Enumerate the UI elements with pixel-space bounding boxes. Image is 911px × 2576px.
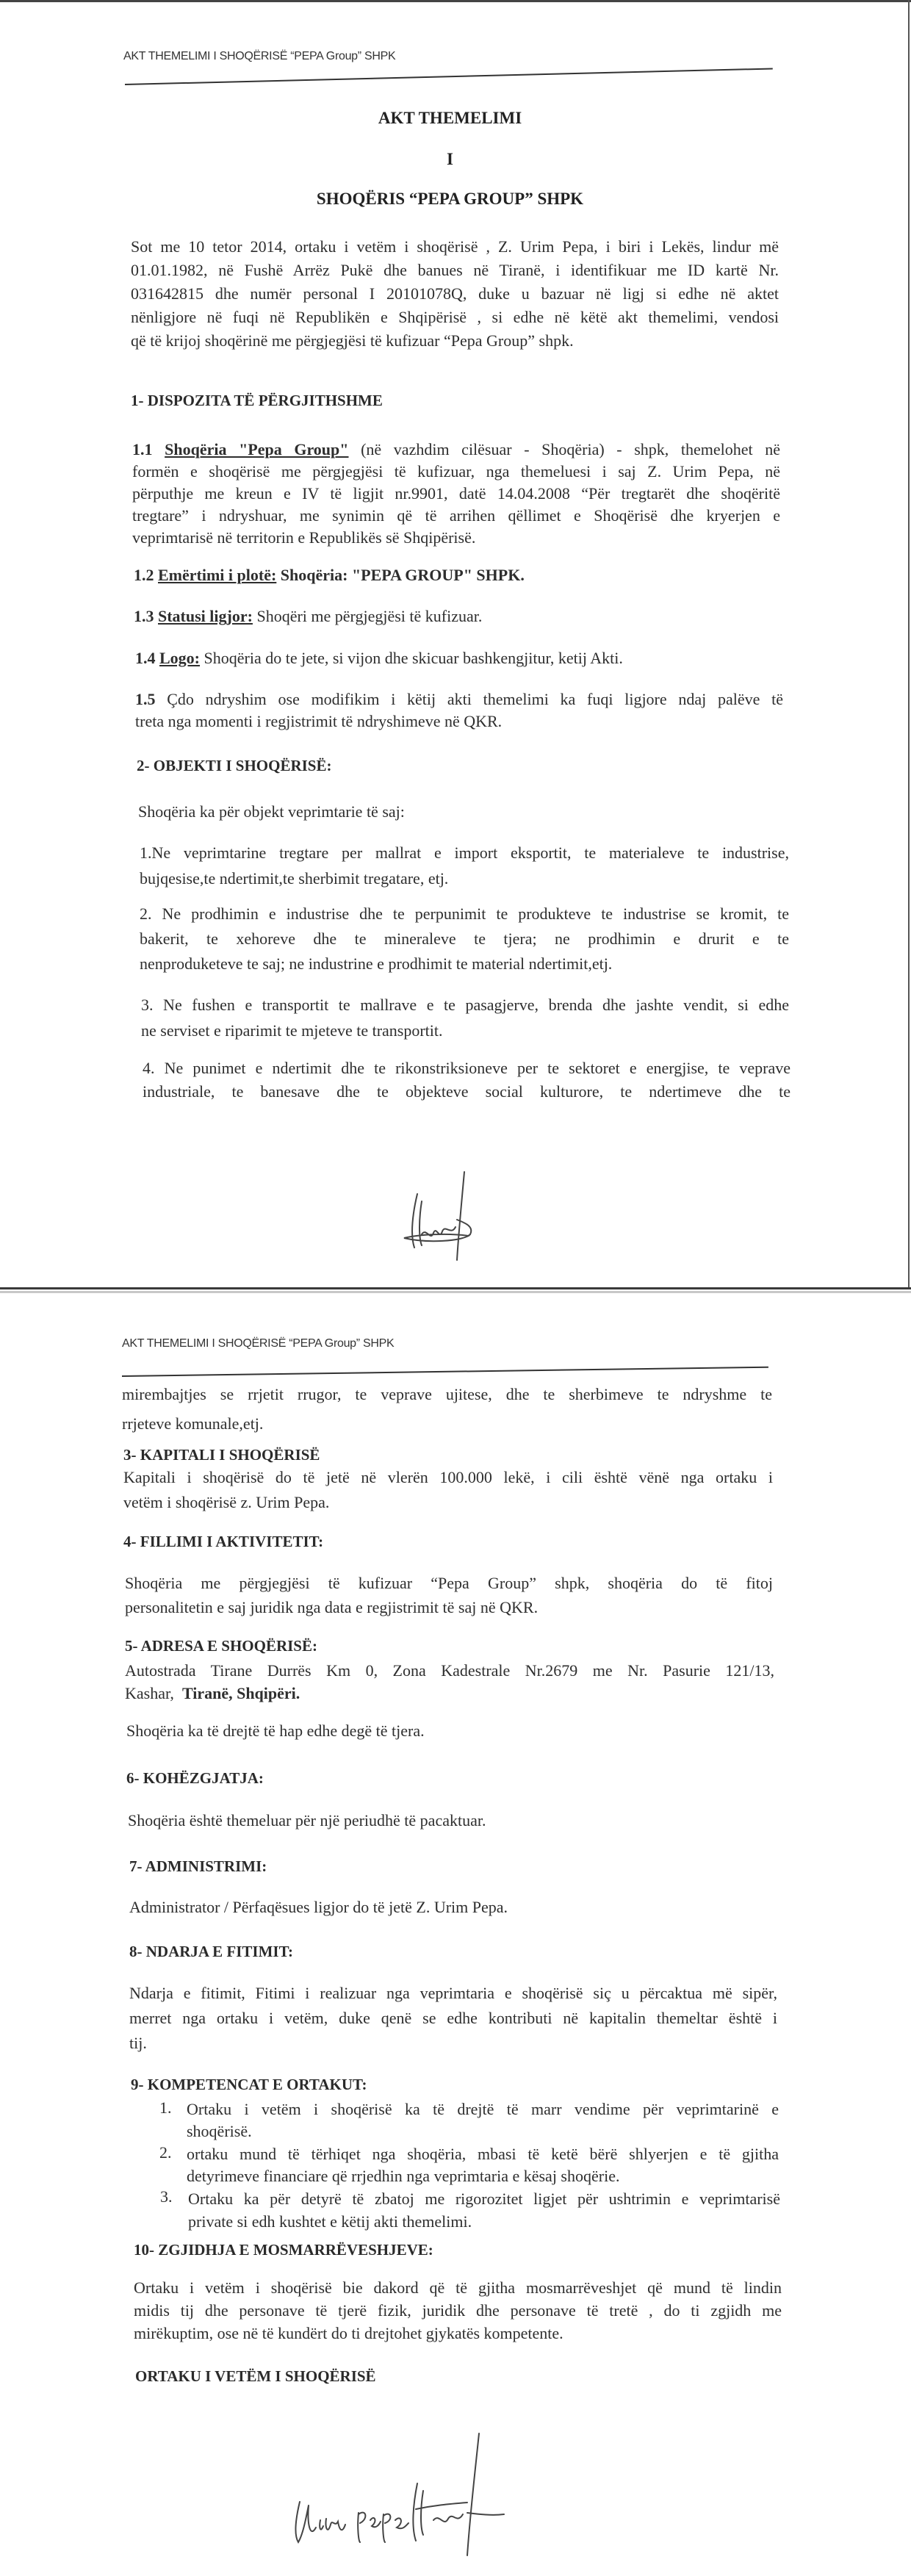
text-line: 2. Ne prodhimin e industrise dhe te perpunimit te produkteve te industrise se kromit, te (140, 904, 789, 923)
company-subtitle: SHOQËRIS “PEPA GROUP” SHPK (316, 190, 584, 208)
duration-text: Shoqëria është themeluar për një periudhë të pacaktuar. (128, 1811, 486, 1830)
section-heading: 8- NDARJA E FITIMIT: (129, 1943, 294, 1960)
text-line: që të krijoj shoqërinë me përgjegjësi të kufizuar “Pepa Group” shpk. (131, 331, 574, 350)
text-line: treta nga momenti i regjistrimit të ndryshimeve në QKR. (135, 712, 503, 730)
text-line: shoqërisë. (187, 2122, 252, 2140)
page-edge (908, 0, 910, 1288)
text-line: ortaku mund të tërhiqet nga shoqëria, mbasi të ketë bërë shlyerjen e të gjitha (187, 2145, 779, 2163)
branches-text: Shoqëria ka të drejtë të hap edhe degë të tjera. (126, 1721, 425, 1740)
running-header: AKT THEMELIMI I SHOQËRISË “PEPA Group” SHPK (122, 1337, 395, 1350)
text-line (132, 439, 780, 461)
text-line: mirëkuptim, ose në të kundërt do ti drejtohet gjykatës kompetente. (134, 2324, 563, 2342)
text-line: bakerit, te xehoreve dhe te mineraleve te tjera; ne prodhimin e drurit e te (140, 929, 789, 948)
section-heading: 10- ZGJIDHJA E MOSMARRËVESHJEVE: (134, 2241, 433, 2259)
text-line: nënligjore në fuqi në Republikën e Shqipërisë , si edhe në këtë akt themelimi, vendosi (131, 308, 779, 326)
clause-1-5 (135, 688, 783, 733)
text-line (135, 688, 783, 710)
address-locality: Kashar, (125, 1684, 174, 1702)
text-line: nenproduketeve te saj; ne industrine e prodhimit te material ndertimit,etj. (140, 954, 613, 973)
section-heading: 4- FILLIMI I AKTIVITETIT: (123, 1533, 324, 1550)
object-item-1 (140, 840, 789, 891)
section-heading: 3- KAPITALI I SHOQËRISË (123, 1446, 320, 1464)
text-line: private si edh kushtet e këtij akti themelimi. (188, 2212, 472, 2231)
clause-text: Shoqëri me përgjegjësi të kufizuar. (256, 607, 483, 625)
text-line: Ndarja e fitimit, Fitimi i realizuar nga veprimtaria e shoqërisë siç u përcaktua më sipër, (129, 1984, 777, 2002)
administrator-text: Administrator / Përfaqësues ligjor do të jetë Z. Urim Pepa. (129, 1898, 508, 1916)
list-number: 3. (160, 2187, 173, 2206)
clause-label: Statusi ligjor: (158, 607, 253, 625)
text-line: Ortaku i vetëm i shoqërisë bie dakord që të gjitha mosmarrëveshjet që mund të lindin (134, 2278, 782, 2297)
section-heading: 9- KOMPETENCAT E ORTAKUT: (131, 2076, 367, 2093)
text-line: mirembajtjes se rrjetit rrugor, te veprave ujitese, dhe te sherbimeve te ndryshme te (122, 1385, 772, 1403)
clause-number: 1.1 (132, 440, 153, 458)
page-separator (0, 1287, 911, 1289)
clause-text: Shoqëria do te jete, si vijon dhe skicuar bashkengjitur, ketij Akti. (204, 649, 623, 667)
address-paragraph (125, 1659, 774, 1705)
section-heading: 6- KOHËZGJATJA: (126, 1769, 264, 1787)
signature-full (287, 2432, 551, 2557)
text-line: personalitetin e saj juridik nga data e regjistrimit të saj në QKR. (125, 1598, 539, 1616)
text-line: formën e shoqërisë me përgjegjësi të kufizuar, nga themeluesi i saj Z. Urim Pepa, në (132, 462, 780, 481)
clause-number: 1.2 (134, 566, 154, 584)
text-line: përputhje me kreun e IV të ligjit nr.9901, datë 14.04.2008 “Për tregtarët dhe shoqëritë (132, 484, 780, 503)
text-line: Ortaku i vetëm i shoqërisë ka të drejtë të marr vendime për veprimtarinë e (187, 2100, 779, 2118)
page-separator-shadow (0, 1291, 911, 1293)
text-line: 01.01.1982, në Fushë Arrëz Pukë dhe banues në Tiranë, i identifikuar me ID kartë Nr. (131, 261, 779, 279)
clause-label: Shoqëria "Pepa Group" (165, 440, 349, 458)
clause-1-3 (134, 607, 482, 626)
text-line: rrjeteve komunale,etj. (122, 1414, 264, 1433)
closing-signatory-title: ORTAKU I VETËM I SHOQËRISË (135, 2367, 376, 2385)
text-line: industriale, te banesave dhe te objekteve social kulturore, te ndertimeve dhe te (143, 1082, 791, 1101)
section-heading: 5- ADRESA E SHOQËRISË: (125, 1637, 317, 1655)
clause-1-1 (132, 439, 780, 549)
document-title-roman: I (447, 150, 453, 168)
clause-text: Çdo ndryshim ose modifikim i këtij akti themelimi ka fuqi ligjore ndaj palëve të (167, 690, 784, 708)
text-line: detyrimeve financiare që rrjedhin nga veprimtaria e kësaj shoqërie. (187, 2167, 620, 2185)
text-line: 3. Ne fushen e transportit te mallrave e te pasagjerve, brenda dhe jashte vendit, si edhe (141, 996, 789, 1014)
section-heading: 7- ADMINISTRIMI: (129, 1857, 267, 1875)
section-heading: 1- DISPOZITA TË PËRGJITHSHME (131, 392, 383, 409)
header-rule (122, 1367, 768, 1377)
text-line: 4. Ne punimet e ndertimit dhe te rikonstriksioneve per te sektoret e energjise, te veprave (143, 1059, 791, 1077)
clause-1-4 (135, 649, 623, 668)
list-number: 2. (159, 2143, 172, 2162)
capital-paragraph (123, 1465, 773, 1515)
document-title: AKT THEMELIMI (378, 109, 522, 127)
text-line: tij. (129, 2034, 147, 2052)
clause-number: 1.5 (135, 690, 156, 708)
clause-number: 1.3 (134, 607, 154, 625)
profit-paragraph (129, 1981, 777, 2056)
text-line: merret nga ortaku i vetëm, duke qenë se edhe kontributi në kapitalin themeltar është i (129, 2009, 777, 2027)
object-item-2 (140, 902, 789, 976)
clause-label: Logo: (159, 649, 200, 667)
text-line: tregtare” i ndryshuar, me synimin që të arrihen qëllimet e Shoqërisë dhe kryerjen e (132, 506, 780, 525)
text-line: midis tij dhe personave të tjerë fizik, juridik dhe personave të tretë , do ti zgjidh me (134, 2301, 782, 2320)
competence-item (188, 2187, 780, 2233)
signature-initials (397, 1168, 514, 1264)
competence-item (187, 2143, 779, 2187)
text-line: 1.Ne veprimtarine tregtare per mallrat e import eksportit, te materialeve te industrise, (140, 843, 789, 862)
clause-1-2 (134, 566, 525, 585)
address-line: Autostrada Tirane Durrës Km 0, Zona Kadestrale Nr.2679 me Nr. Pasurie 121/13, (125, 1661, 774, 1680)
object-item-4 (143, 1057, 791, 1104)
list-number: 1. (159, 2098, 172, 2117)
address-line (125, 1682, 774, 1705)
objects-intro: Shoqëria ka për objekt veprimtarie të saj: (138, 802, 405, 821)
object-item-3 (141, 992, 789, 1043)
text-line: 031642815 dhe numër personal I 20101078Q, duke u bazuar në ligj si edhe në aktet (131, 284, 779, 303)
text-line: bujqesise,te ndertimit,te sherbimit tregatare, etj. (140, 869, 449, 888)
object-item-4-continued (122, 1380, 772, 1439)
text-line: veprimtarisë në territorin e Republikës së Shqipërisë. (132, 528, 476, 547)
address-city: Tiranë, Shqipëri. (181, 1684, 300, 1702)
text-line: Kapitali i shoqërisë do të jetë në vlerën 100.000 lekë, i cili është vënë nga ortaku i (123, 1468, 773, 1486)
disputes-paragraph (134, 2276, 782, 2345)
text-line: Sot me 10 tetor 2014, ortaku i vetëm i shoqërisë , Z. Urim Pepa, i biri i Lekës, lindur më (131, 237, 779, 256)
text-line: Shoqëria me përgjegjësi të kufizuar “Pepa Group” shpk, shoqëria do të fitoj (125, 1574, 773, 1592)
activity-paragraph (125, 1571, 773, 1619)
clause-text: Shoqëria: "PEPA GROUP" SHPK. (280, 566, 525, 584)
intro-paragraph (131, 235, 779, 353)
section-heading: 2- OBJEKTI I SHOQËRISË: (137, 757, 332, 774)
text-line: Ortaku ka për detyrë të zbatoj me rigorozitet ligjet për ushtrimin e veprimtarisë (188, 2190, 780, 2208)
competence-item (187, 2098, 779, 2143)
clause-text: (në vazhdim cilësuar - Shoqëria) - shpk, themelohet në (361, 440, 780, 458)
text-line: vetëm i shoqërisë z. Urim Pepa. (123, 1493, 330, 1511)
running-header: AKT THEMELIMI I SHOQËRISË “PEPA Group” SHPK (123, 50, 396, 62)
text-line: ne serviset e riparimit te mjeteve te transportit. (141, 1021, 443, 1040)
clause-label: Emërtimi i plotë: (158, 566, 277, 584)
clause-number: 1.4 (135, 649, 156, 667)
